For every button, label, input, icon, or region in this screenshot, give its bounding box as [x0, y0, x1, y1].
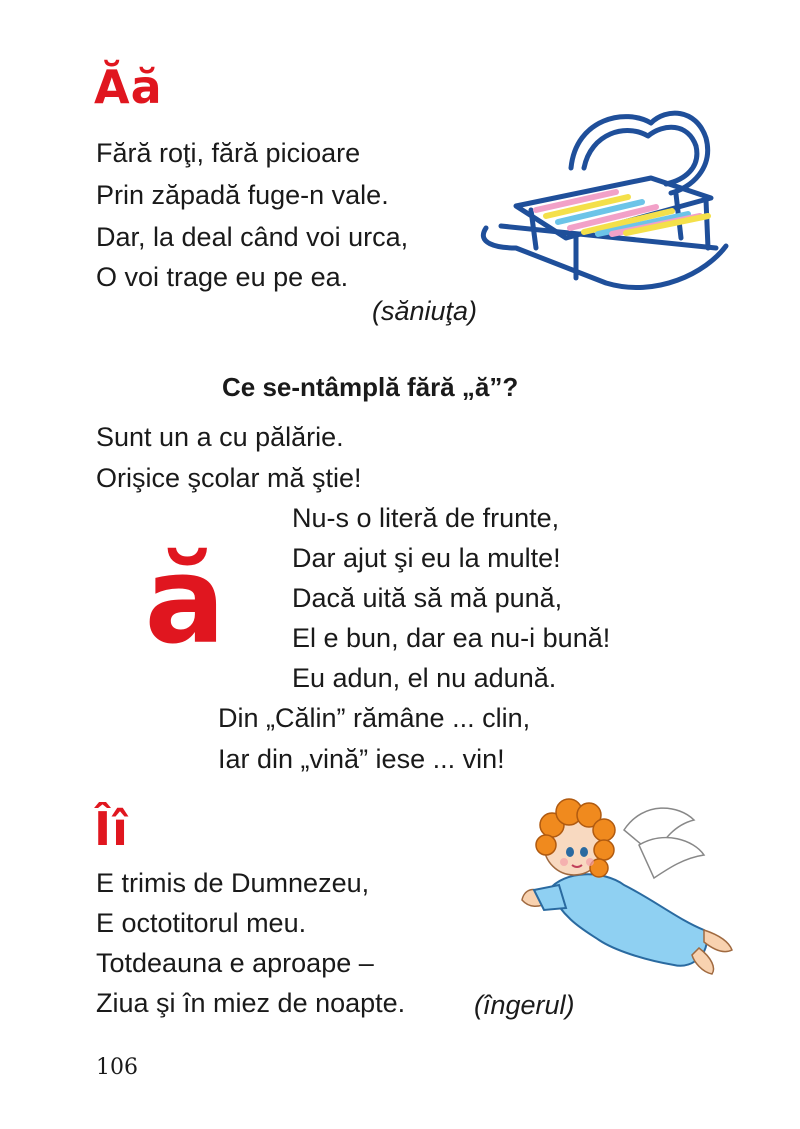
riddle-line: Totdeauna e aproape –	[96, 948, 374, 978]
riddle-line: E octotitorul meu.	[96, 908, 307, 938]
poem-line: Orişice şcolar mă ştie!	[96, 463, 362, 493]
section-title: Ce se-ntâmplă fără „ă”?	[222, 372, 519, 402]
big-letter-a-breve	[140, 532, 230, 652]
big-letter-glyph: ă	[144, 532, 226, 652]
riddle-line: E trimis de Dumnezeu,	[96, 868, 370, 898]
poem-line-closing: Din „Călin” rămâne ... clin,	[218, 703, 531, 733]
letter-heading-i-circumflex: Îî	[94, 802, 129, 856]
poem-line-indented: Nu-s o literă de frunte,	[292, 503, 560, 533]
poem-line-indented: El e bun, dar ea nu-i bună!	[292, 623, 611, 653]
poem-line-indented: Eu adun, el nu adună.	[292, 663, 557, 693]
letter-heading-a-breve: Ăă	[94, 60, 163, 114]
riddle-line: Dar, la deal când voi urca,	[96, 222, 409, 252]
page-number: 106	[96, 1055, 138, 1080]
riddle-line: Ziua şi în miez de noapte.	[96, 988, 406, 1018]
riddle-line: O voi trage eu pe ea.	[96, 262, 349, 292]
poem-line-indented: Dacă uită să mă pună,	[292, 583, 563, 613]
poem-line-indented: Dar ajut şi eu la multe!	[292, 543, 561, 573]
riddle-line: Prin zăpadă fuge-n vale.	[96, 180, 389, 210]
riddle-answer: (îngerul)	[474, 990, 575, 1020]
riddle-line: Fără roţi, fără picioare	[96, 138, 361, 168]
angel-illustration	[504, 790, 744, 980]
riddle-answer: (săniuţa)	[372, 296, 478, 326]
poem-line-closing: Iar din „vină” iese ... vin!	[218, 744, 505, 774]
poem-line: Sunt un a cu pălărie.	[96, 422, 344, 452]
sled-illustration	[476, 98, 746, 298]
